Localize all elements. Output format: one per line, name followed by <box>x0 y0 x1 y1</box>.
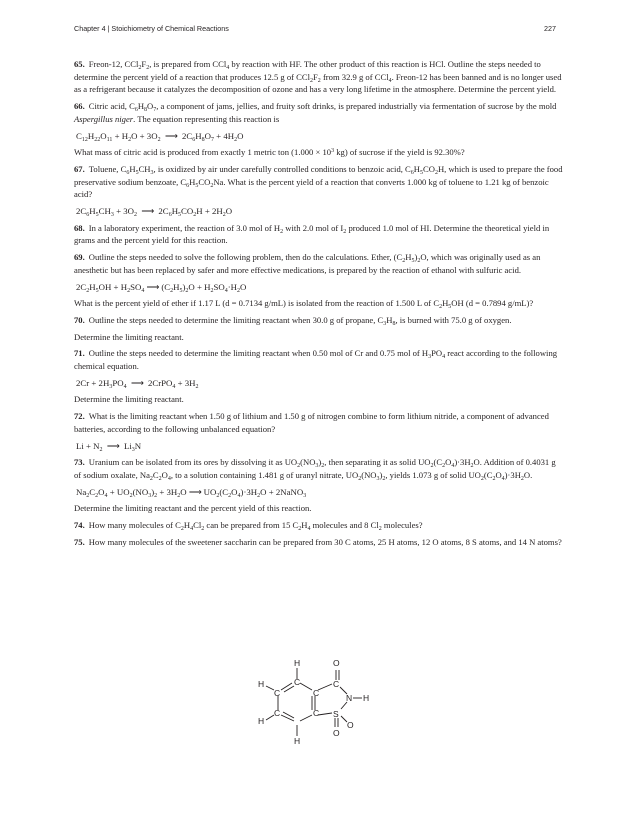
chemical-equation: $Li + N_2$ ⟶ $Li_3N$ <box>76 440 142 453</box>
problem-text: In a laboratory experiment, the reaction of 3.0 mol of $H_2$ with 2.0 mol of $I_2$ produced 1.0 mol of HI. Determine the theoretical yield in grams and the percent yield for this reaction. <box>74 222 550 246</box>
problem-68 <box>74 222 564 247</box>
problem-text: Freon-12, $CCl_2F_2$, is prepared from CCl$_4$ by reaction with HF. The other product of this reaction is HCl. Outline the steps needed to determine the percent yield of a reaction that produces 12.5 g of $CCl_2F_2$ from 32.9 g of CCl$_4$. Freon-12 has been banned and is no longer used as a refrigerant because it catalyzes the decomposition of ozone and has a very long lifetime in the atmosphere. Determine the percent yield. <box>74 59 562 95</box>
problem-text: Citric acid, $C_6H_8O_7$, a component of jams, jellies, and fruity soft drinks, is prepared industrially via fermentation of sucrose by the mold Aspergillus niger. The equation representing this reaction is <box>74 101 557 124</box>
problem-text: Outline the steps needed to determine the limiting reactant when 30.0 g of propane, $C_3H_8$, is burned with 75.0 g of oxygen. <box>88 314 512 327</box>
problem-number: 73. <box>74 457 85 468</box>
problem-followup: Determine the limiting reactant. <box>74 394 184 405</box>
saccharin-structure <box>250 650 380 750</box>
atom-h: H <box>294 736 301 746</box>
atom-c: C <box>274 688 281 698</box>
problem-number: 66. <box>74 101 85 112</box>
chapter-title: Chapter 4 | Stoichiometry of Chemical Reactions <box>74 24 229 33</box>
atom-s: S <box>333 709 339 719</box>
problem-70 <box>74 314 564 327</box>
problem-followup: Determine the limiting reactant and the percent yield of this reaction. <box>74 503 312 514</box>
problem-65 <box>74 58 564 96</box>
problem-text: What is the limiting reactant when 1.50 g of lithium and 1.50 g of nitrogen combine to form lithium nitride, a component of advanced batteries, according to the following unbalanced equation? <box>74 411 549 434</box>
problem-number: 67. <box>74 163 85 174</box>
problem-text: Outline the steps needed to determine the limiting reactant when 0.50 mol of Cr and 0.75 mol of $H_3PO_4$ react according to the following chemical equation. <box>74 348 558 372</box>
problem-71 <box>74 347 564 372</box>
atom-h: H <box>258 716 265 726</box>
problem-text: Uranium can be isolated from its ores by dissolving it as $UO_2(NO_3)_2$, then separating it as solid $UO_2(C_2O_4)\cdot 3H_2O$. Addition of 0.4031 g of sodium oxalate, $Na_2C_2O_4$, to a solution containing 1.481 g of uranyl nitrate, $UO_2(NO_3)_2$, yields 1.073 g of solid $UO_2(C_2O_4)\cdot 3H_2O$. <box>74 457 556 482</box>
chemical-equation: $2C_6H_5CH_3 + 3O_2$ ⟶ $2C_6H_5CO_2H + 2H_2O$ <box>76 206 233 219</box>
problem-75 <box>74 536 564 549</box>
problem-66 <box>74 100 564 125</box>
problem-list <box>74 58 564 553</box>
page-number: 227 <box>544 24 556 33</box>
problem-number: 69. <box>74 252 85 263</box>
atom-h: H <box>363 693 370 703</box>
chemical-equation: $2C_2H_5OH + H_2SO_4$ ⟶ $(C_2H_5)_2O + H_2SO_4\cdot H_2O$ <box>76 281 247 294</box>
atom-n: N <box>346 693 353 703</box>
problem-number: 74. <box>74 520 85 531</box>
chemical-equation: $C_{12}H_{22}O_{11} + H_2O + 3O_2$ ⟶ $2C_6H_8O_7 + 4H_2O$ <box>76 130 244 143</box>
atom-c: C <box>294 677 301 687</box>
atom-o: O <box>347 720 354 730</box>
problem-number: 70. <box>74 314 85 325</box>
problem-followup: Determine the limiting reactant. <box>74 331 184 342</box>
problem-text: Toluene, $C_6H_5CH_3$, is oxidized by air under carefully controlled conditions to benzoic acid, $C_6H_5CO_2H$, which is used to prepare the food preservative sodium benzoate, $C_6H_5CO_2Na$. What is the percent yield of a reaction that converts 1.000 kg of toluene to 1.21 kg of benzoic acid? <box>74 163 563 200</box>
problem-number: 71. <box>74 348 85 359</box>
problem-72 <box>74 410 564 435</box>
problem-number: 68. <box>74 222 85 233</box>
problem-text: How many molecules of the sweetener saccharin can be prepared from 30 C atoms, 25 H atoms, 12 O atoms, 8 S atoms, and 14 N atoms? <box>88 536 562 547</box>
atom-c: C <box>313 688 320 698</box>
atom-c: C <box>333 679 340 689</box>
problem-followup: What is the percent yield of ether if 1.17 L (d = 0.7134 g/mL) is isolated from the reaction of 1.500 L of $C_2H_5OH$ (d = 0.7894 g/mL)? <box>74 298 534 311</box>
atom-c: C <box>313 708 320 718</box>
problem-text: Outline the steps needed to solve the following problem, then do the calculations. Ether, $(C_2H_5)_2O$, which was originally used as an anesthetic but has been replaced by safer and more effective medications, is prepared by the reaction of ethanol with sulfuric acid. <box>74 252 541 275</box>
problem-number: 75. <box>74 536 85 547</box>
problem-67 <box>74 163 564 201</box>
atom-labels <box>258 658 369 746</box>
atom-o: O <box>333 728 340 738</box>
atom-o: O <box>333 658 340 668</box>
atom-h: H <box>258 679 265 689</box>
problem-text: How many molecules of $C_2H_4Cl_2$ can be prepared from 15 $C_2H_4$ molecules and 8 $Cl_2$ molecules? <box>88 520 423 533</box>
problem-74 <box>74 519 564 532</box>
chemical-equation: $2Cr + 2H_3PO_4$ ⟶ 2CrPO$_4$ + $3H_2$ <box>76 377 199 390</box>
problem-followup: What mass of citric acid is produced from exactly 1 metric ton ($1.000 \times 10^3$ kg) of sucrose if the yield is 92.30%? <box>74 147 465 158</box>
problem-number: 65. <box>74 59 85 69</box>
atom-c: C <box>274 708 281 718</box>
page-header <box>74 24 556 36</box>
problem-73 <box>74 456 564 481</box>
chemical-equation: $Na_2C_2O_4 + UO_2(NO_3)_2 + 3H_2O$ ⟶ $UO_2(C_2O_4)\cdot 3H_2O$ + 2NaNO$_3$ <box>76 486 307 499</box>
problem-69 <box>74 251 564 276</box>
problem-number: 72. <box>74 411 85 422</box>
atom-h: H <box>294 658 301 668</box>
